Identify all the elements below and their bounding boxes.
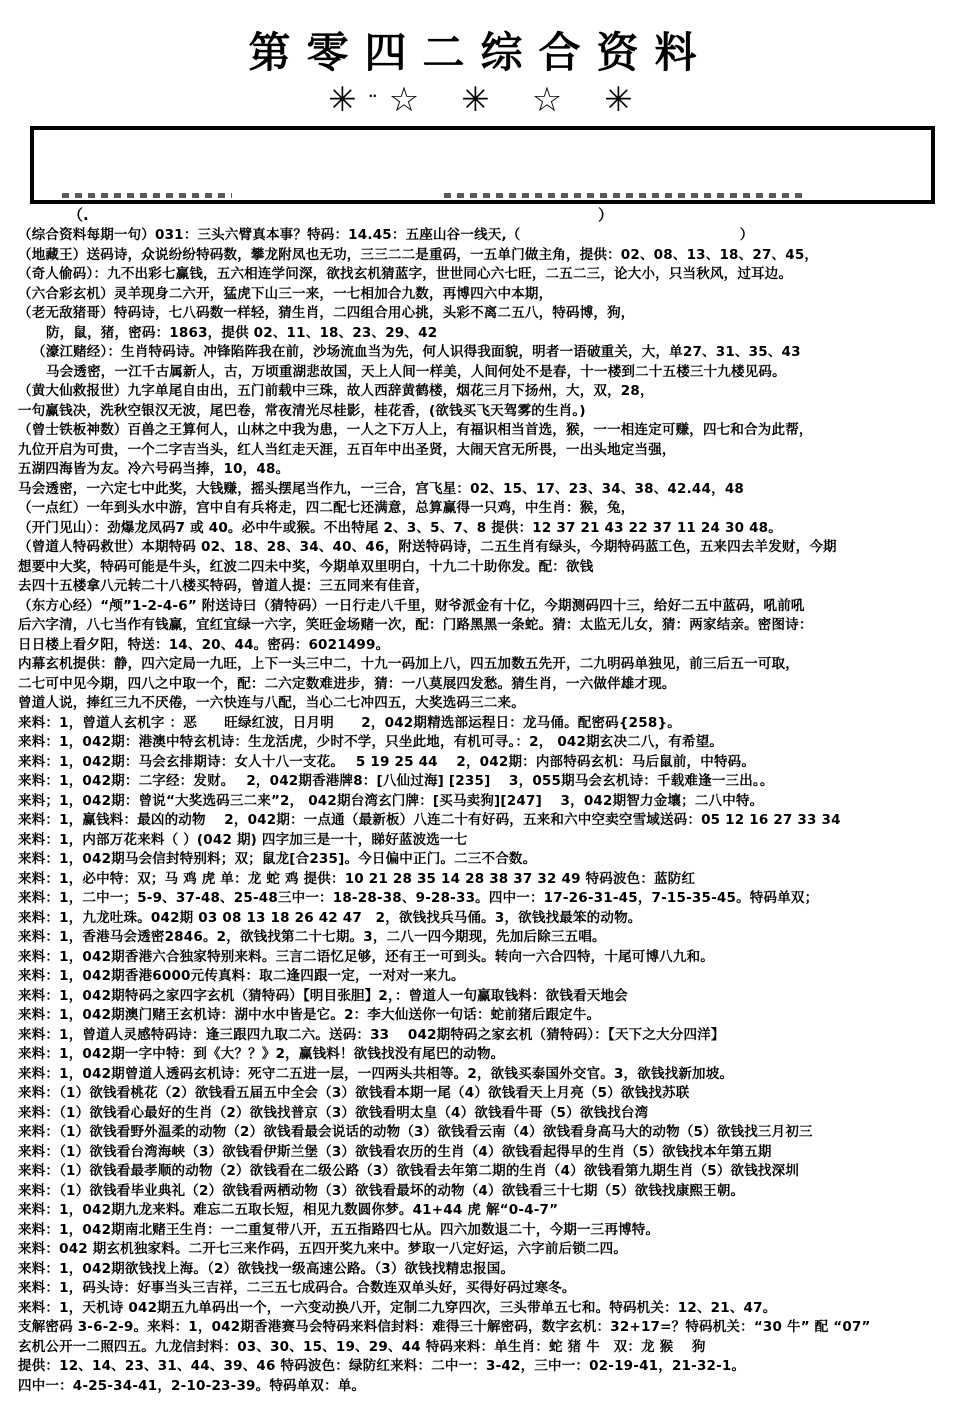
text-line: （地藏王）送码诗，众说纷纷特码数，攀龙附凤也无功，三三二二是重码，一五单门做主角，提供：02、08、13、18、27、45， bbox=[18, 246, 819, 263]
text-line: 来料：1，042期香港6000元传真料：取二逢四跟一定，一对对一来九。 bbox=[18, 968, 465, 985]
text-line: （曾士铁板神数）百兽之王算何人，山林之中我为患，一人之下万人上，有福识相当首选，猴，一一相连定可赚，四七和合为此帮， bbox=[18, 422, 813, 439]
text-line: 来料：1，九龙吐珠。042期 03 08 13 18 26 42 47 2，欲钱找兵马俑。3，欲钱找最笨的动物。 bbox=[18, 909, 642, 926]
text-line: 玄机公开一二照四五。九龙信封料：03、30、15、19、29、44 特码来料：单生肖：蛇 猪 牛 双：龙 猴 狗 bbox=[18, 1338, 706, 1355]
text-line: （黄大仙救报世）九字单尾自由出，五门前载中三珠，故人西辞黄鹤楼，烟花三月下扬州，大，双，28， bbox=[18, 383, 654, 400]
text-line: 提供：12、14、23、31、44、39、46 特码波色：绿防红来料：二中一：3-42，三中一：02-19-41，21-32-1。 bbox=[18, 1358, 746, 1375]
page-title: 第零四二综合资料 bbox=[248, 28, 713, 77]
text-line: 马会透密，一六定七中此奖，大钱赚，摇头摆尾当作九，一三合，宫飞星：02、15、17、23、34、38、42.44，48 bbox=[18, 480, 745, 497]
text-line: 内幕玄机提供：静，四六定局一九旺，上下一头三中二，十九一码加上八，四五加数五先开，二九明码单独见，前三后五一可取， bbox=[18, 656, 799, 673]
text-line: 来料：1，042期：马会玄排期诗：女人十八一支花。 5 19 25 44 2，042期：内部特码玄机：马后鼠前，中特码。 bbox=[18, 753, 756, 770]
clipped-text-fragment bbox=[444, 193, 804, 198]
star-icon: ☆ bbox=[388, 80, 420, 121]
text-line: 来料：1，曾道人灵感特码诗：逢三跟四九取二六。送码：33 042期特码之家玄机（猜特码）：【天下之大分四洋】 bbox=[18, 1026, 725, 1043]
text-line: 来料：（1）欲钱看毕业典礼（2）欲钱看两栖动物（3）欲钱看最坏的动物（4）欲钱看三十七期（5）欲钱找康熙王朝。 bbox=[18, 1182, 745, 1199]
text-line: 来料：1，042期澳门赌王玄机诗：湖中水中皆是它。2：李大仙送你一句话：蛇前猪后跟定牛。 bbox=[18, 1007, 601, 1024]
stars-decoration bbox=[0, 80, 961, 120]
text-line: 来料：（1）欲钱看最孝顺的动物（2）欲钱看在二级公路（3）欲钱看去年第二期的生肖（4）欲钱看第九期生肖（5）欲钱找深圳 bbox=[18, 1163, 800, 1180]
text-line: （东方心经）“颅”1-2-4-6” 附送诗曰（猜特码）一日行走八千里，财爷派金有十亿，今期测码四十三，给好二五中蓝码，吼前吼 bbox=[18, 597, 805, 614]
empty-content-box bbox=[30, 126, 935, 204]
text-line: 来料：1，赢钱料：最凶的动物 2，042期：一点通（最新板）八连二十有好码，五来和六中空卖空雪域送码：05 12 16 27 33 34 bbox=[18, 812, 841, 829]
star-icon: ✳ bbox=[604, 80, 633, 121]
text-line: 来料：042 期玄机独家料。二开七三来作码，五四开奖九来中。梦取一八定好运，六字前后锁二四。 bbox=[18, 1241, 628, 1258]
open-paren: （. bbox=[68, 206, 89, 225]
parenthesis-line bbox=[18, 204, 961, 224]
text-line: （奇人偷码）：九不出彩七赢钱，五六相连学问深，欲找玄机猜蓝字，世世同心六七旺，二五二三，论大小，只当秋风，过耳边。 bbox=[18, 266, 793, 283]
text-line: 来料：（1）欲钱看台湾海峡（3）欲钱看伊斯兰堡（3）欲钱看农历的生肖（4）欲钱看起得早的生肖（5）欲钱找本年第五期 bbox=[18, 1143, 772, 1160]
star-icon: ‥ bbox=[368, 86, 377, 101]
text-line: 一句赢钱决，洗秋空银汉无波，尾巴卷，常夜清光尽桂影，桂花香，(欲钱买飞天驾雾的生肖。) bbox=[18, 402, 586, 419]
text-line: 来料：1，042期南北赌王生肖：一二重复带八开，五五指路四七从。四六加数退二十，今期一三再博特。 bbox=[18, 1221, 660, 1238]
text-line: 四中一：4-25-34-41，2-10-23-39。特码单双：单。 bbox=[18, 1377, 366, 1394]
text-line: 去四十五楼拿八元转二十八楼买特码，曾道人提：三五同来有佳音， bbox=[18, 578, 429, 595]
text-line: 来料：（1）欲钱看桃花（2）欲钱看五届五中全会（3）欲钱看本期一尾（4）欲钱看天上月亮（5）欲钱找苏联 bbox=[18, 1085, 690, 1102]
text-line: 来料：1，042期：港澳中特玄机诗：生龙活虎，少时不学，只坐此地，有机可寻。：2， 042期玄决二八，有希望。 bbox=[18, 734, 724, 751]
text-line: 来料：1，042期九龙来料。难忘二五取长短，相见九数圆你梦。41+44 虎 解“0-4-7” bbox=[18, 1202, 559, 1219]
text-line: （曾道人特码救世）本期特码 02、18、28、34、40、46，附送特码诗，二五生肖有绿头，今期特码蓝工色，五来四去羊发财，今期 bbox=[18, 539, 837, 556]
text-line: 来料：1，042期欲钱找上海。（2）欲钱找一级高速公路。（3）欲钱找精忠报国。 bbox=[18, 1260, 515, 1277]
text-line: 来料：1，042期曾道人透码玄机诗：死守二五进一层，一四两头共相等。2，欲钱买泰国外交官。3，欲钱找新加坡。 bbox=[18, 1065, 734, 1082]
star-icon: ✳ bbox=[328, 80, 357, 121]
text-line: 来料：1，042期特码之家四字玄机（猜特码）【明目张胆】2，：曾道人一句赢取钱料：欲钱看天地会 bbox=[18, 987, 628, 1004]
text-line: 来料：1，042期：二字经：发财。 2，042期香港牌8：[八仙过海] [235] 3，055期马会玄机诗：千载难逢一三出。。 bbox=[18, 773, 774, 790]
text-line: 想要中大奖，特码可能是牛头，红波二四未中奖，今期单双里明白，十九二十助你发。配：欲钱 bbox=[18, 558, 594, 575]
text-line: 后六字清，八七当作有钱赢，宜红宜绿一六字，笑旺金场赌一次，配：门路黑黑一条蛇。猜：太监无儿女，猜：两家结亲。密图诗： bbox=[18, 617, 813, 634]
clipped-text-fragment bbox=[62, 193, 232, 198]
text-line: 来料：1，必中特：双；马 鸡 虎 单：龙 蛇 鸡 提供：10 21 28 35 14 28 38 37 32 49 特码波色：蓝防红 bbox=[18, 870, 696, 887]
text-line: 日日楼上看夕阳，特送：14、20、44。密码：6021499。 bbox=[18, 636, 390, 653]
text-line: 来料：（1）欲钱看野外温柔的动物（2）欲钱看最会说话的动物（3）欲钱看云南（4）欲钱看身高马大的动物（5）欲钱找三月初三 bbox=[18, 1124, 813, 1141]
text-line: 来料：1，内部万花来料（ ）(042 期) 四字加三是一十，睇好蓝波选一七 bbox=[18, 831, 468, 848]
text-line: 来料；1，042期：曾说“大奖选码三二来”2， 042期台湾玄门牌：[买马卖狗][247] 3，042期智力金壤；二八中特。 bbox=[18, 792, 764, 809]
text-line: 来料：（1）欲钱看心最好的生肖（2）欲钱找普京（3）欲钱看明太皇（4）欲钱看牛哥（5）欲钱找台湾 bbox=[18, 1104, 649, 1121]
text-line: 马会透密，一江千古属新人，古，万顷重湖悲故国，天上人间一样美，人间何处不是春，十一楼到二十五楼三十九楼见码。 bbox=[46, 363, 786, 380]
text-line: 来料：1，曾道人玄机字 ：恶 旺绿红波，日月明 2，042期精选部运程日：龙马俑。配密码{258}。 bbox=[18, 714, 681, 731]
text-line: （开门见山）：劲爆龙凤码7 或 40。必中牛或猴。不出特尾 2、3、5、7、8 提供：12 37 21 43 22 37 11 24 30 48。 bbox=[18, 519, 782, 536]
text-line: 二七可中见今期，四八之中取一个，配：二六定数难进步，猜：一八莫展四发愁。猜生肖，一六做伴雄才现。 bbox=[18, 675, 676, 692]
text-line: 来料：1，042期一字中特：到《大？？》2，赢钱料！欲钱找没有尾巴的动物。 bbox=[18, 1046, 505, 1063]
text-line: （濠江赌经）：生肖特码诗。冲锋陷阵我在前，沙场流血当为先，何人识得我面貌，明者一语破重关，大，单27、31、35、43 bbox=[32, 344, 801, 361]
text-line: 九位开启为可贵，一个二字吉当头，红人当红走天涯，五百年中出圣贤，大闹天宫无所畏，一出头地定当强， bbox=[18, 441, 676, 458]
text-line: 曾道人说，捧红三九不厌倦，一六快连与八配，当心二七冲四五，大奖选码三二来。 bbox=[18, 695, 525, 712]
text-line: （综合资料每期一句）031：三头六臂真本事？特码：14.45：五座山谷一线天,（ ） bbox=[18, 227, 754, 244]
body-text bbox=[18, 226, 961, 1396]
text-line: 来料：1，042期马会信封特别料；双；鼠龙[合235]。今日偏中正门。二三不合数。 bbox=[18, 851, 537, 868]
text-line: 五湖四海皆为友。冷六号码当捧，10，48。 bbox=[18, 461, 290, 478]
text-line: （六合彩玄机）灵羊现身二六开，猛虎下山三一来，一七相加合九数，再博四六中本期， bbox=[18, 285, 553, 302]
text-line: （一点红）一年到头水中游，宫中自有兵将走，四二配七还满意，总算赢得一只鸡，中生肖：猴，兔， bbox=[18, 500, 635, 517]
text-line: 防，鼠，猪，密码：1863，提供 02、11、18、23、29、42 bbox=[46, 324, 438, 341]
text-line: 来料：1，码头诗：好事当头三吉祥，二三五七成码合。合数连双单头好，买得好码过寒冬。 bbox=[18, 1280, 576, 1297]
text-line: 来料：1，天机诗 042期五九单码出一个，一六变动换八开，定制二九穿四次，三头带单五七和。特码机关：12、21、47。 bbox=[18, 1299, 777, 1316]
text-line: 来料：1，042期香港六合独家特别来料。三言二语忆足够，还有王一可到头。转向一六合四特，十尾可博八九和。 bbox=[18, 948, 714, 965]
text-line: 来料：1，香港马会透密2846。2，欲钱找第二十七期。3，二八一四今期现，先加后除三五唱。 bbox=[18, 929, 606, 946]
star-icon: ☆ bbox=[531, 80, 563, 121]
text-line: （老无敌猪哥）特码诗，七八码数一样轻，猜生肖，二四组合用心挑，头彩不离二五八，特码博，狗， bbox=[18, 305, 635, 322]
composite-info-sheet bbox=[0, 30, 961, 1418]
star-icon: ✳ bbox=[461, 80, 490, 121]
text-line: 来料：1，二中一；5-9、37-48、25-48三中一：18-28-38、9-28-33。四中一：17-26-31-45，7-15-35-45。特码单双； bbox=[18, 890, 819, 907]
close-paren: ） bbox=[598, 206, 614, 225]
text-line: 支解密码 3-6-2-9。来料：1，042期香港赛马会特码来料信封料：难得三十解密码，数字玄机：32+17=？特码机关：“30 牛” 配 “07” bbox=[18, 1319, 871, 1336]
